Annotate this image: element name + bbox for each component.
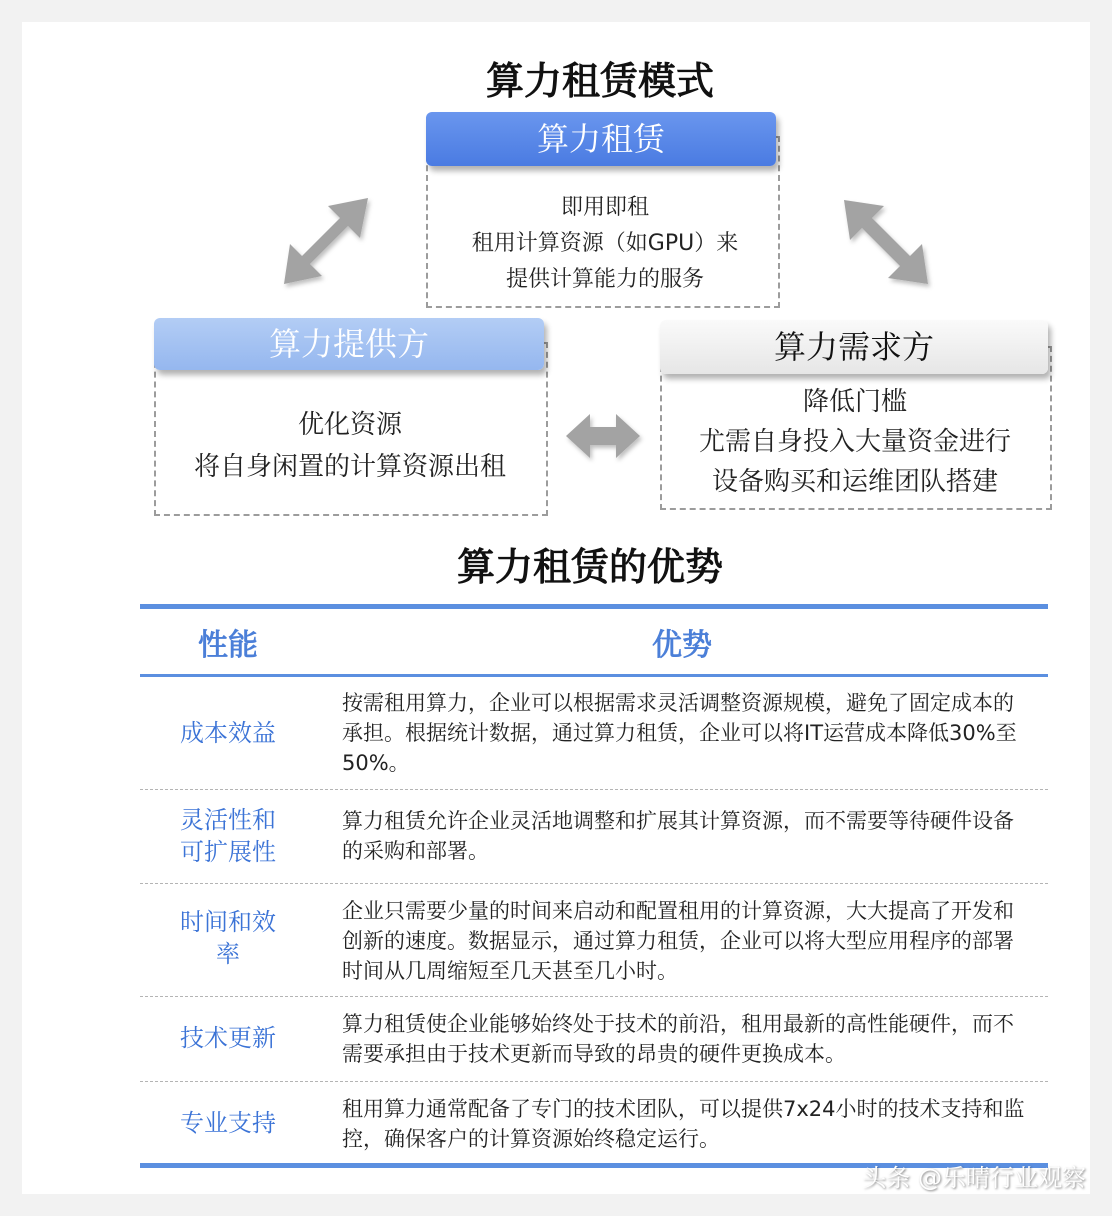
advantages-title: 算力租赁的优势 (456, 545, 723, 589)
center-node-line: 提供计算能力的服务 (505, 267, 704, 292)
double-arrow-right-icon (832, 186, 942, 296)
demand-node-line: 尤需自身投入大量资金进行 (698, 427, 1011, 457)
table-header-advantage: 优势 (652, 628, 712, 663)
row-divider (140, 1081, 1048, 1082)
center-node-line: 租用计算资源（如GPU）来 (471, 231, 739, 256)
row-label-line: 灵活性和 (180, 806, 276, 834)
center-node-header: 算力租赁 (426, 112, 776, 166)
demand-node-header: 算力需求方 (660, 320, 1048, 374)
watermark: 头条 @乐晴行业观察 (862, 1164, 1086, 1192)
demand-node-line: 降低门槛 (802, 387, 907, 417)
demand-node-line: 设备购买和运维团队搭建 (711, 467, 998, 497)
table-row-desc: 算力租赁使企业能够始终处于技术的前沿，租用最新的高性能硬件，而不需要承担由于技术更新而导致的昂贵的硬件更换成本。 (342, 1012, 1014, 1066)
center-node-line: 即用即租 (560, 195, 649, 220)
table-row-label (150, 906, 306, 970)
row-label-line: 成本效益 (180, 719, 276, 747)
row-divider (140, 996, 1048, 997)
center-node-text (430, 190, 780, 298)
demand-node-text (660, 382, 1050, 502)
double-arrow-horizontal-icon (560, 408, 646, 464)
table-row-desc: 租用算力通常配备了专门的技术团队，可以提供7x24小时的技术支持和监控，确保客户的计算资源始终稳定运行。 (342, 1097, 1025, 1151)
table-top-rule (140, 604, 1048, 609)
table-header-performance: 性能 (198, 628, 258, 663)
table-row-desc: 企业只需要少量的时间来启动和配置租用的计算资源，大大提高了开发和创新的速度。数据显示，通过算力租赁，企业可以将大型应用程序的部署时间从几周缩短至几天甚至几小时。 (342, 899, 1014, 983)
row-label-line: 专业支持 (180, 1109, 276, 1137)
table-row-label (150, 1022, 306, 1054)
table-row-desc: 按需租用算力，企业可以根据需求灵活调整资源规模，避免了固定成本的承担。根据统计数据，通过算力租赁，企业可以将IT运营成本降低30%至50%。 (342, 691, 1017, 775)
provider-node-header: 算力提供方 (154, 318, 544, 370)
row-label-line: 率 (216, 940, 240, 968)
row-divider (140, 883, 1048, 884)
row-label-line: 技术更新 (180, 1024, 276, 1052)
table-row-desc: 算力租赁允许企业灵活地调整和扩展其计算资源，而不需要等待硬件设备的采购和部署。 (342, 809, 1014, 863)
table-header-rule (140, 674, 1048, 677)
table-row-label (150, 717, 306, 749)
table-row-label (150, 804, 306, 868)
provider-node-line: 优化资源 (297, 410, 402, 440)
provider-node-text (154, 404, 546, 488)
provider-node-line: 将自身闲置的计算资源出租 (193, 452, 506, 482)
row-divider (140, 789, 1048, 790)
diagram-title: 算力租赁模式 (485, 59, 714, 103)
row-label-line: 可扩展性 (180, 838, 276, 866)
double-arrow-left-icon (270, 186, 380, 296)
row-label-line: 时间和效 (180, 908, 276, 936)
table-row-label (150, 1107, 306, 1139)
